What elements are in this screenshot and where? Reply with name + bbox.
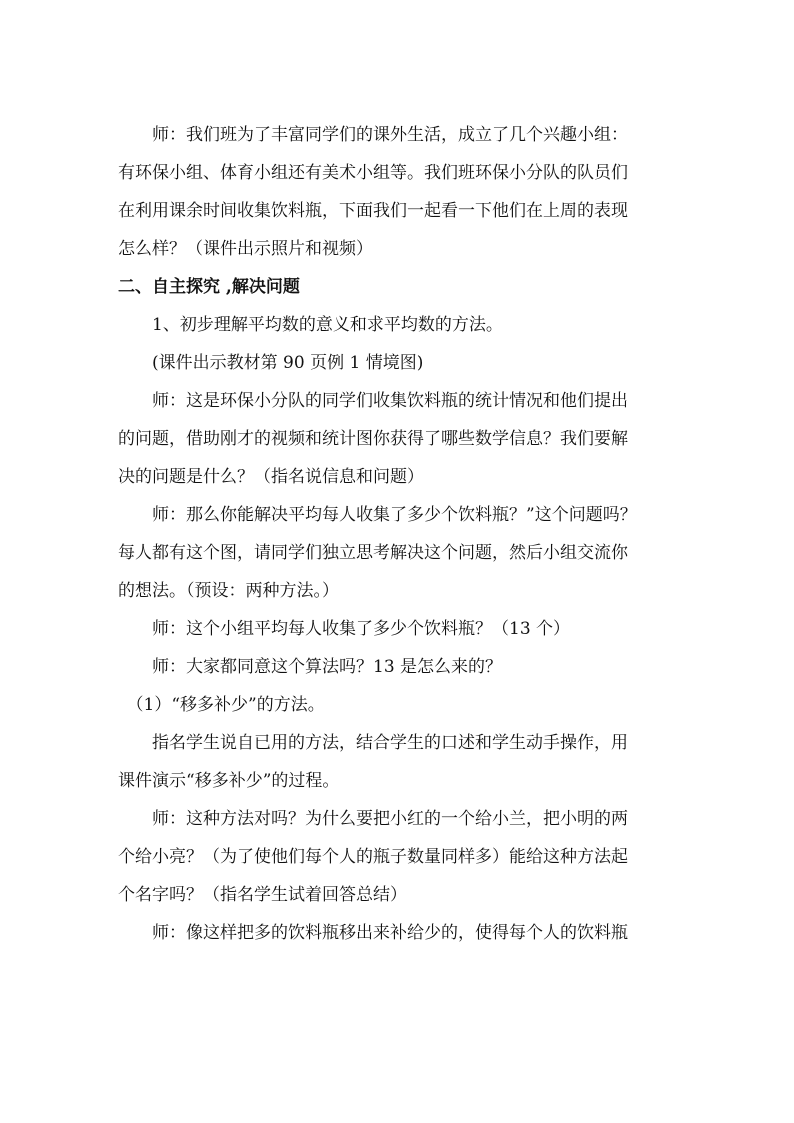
text-line: 课件演示“移多补少”的过程。 <box>118 771 340 791</box>
paragraph-method-1-title <box>118 686 680 724</box>
section-heading <box>118 268 680 306</box>
paragraph-final <box>118 914 680 952</box>
text-line: 1、初步理解平均数的意义和求平均数的方法。 <box>118 315 503 335</box>
text-line: 指名学生说自已用的方法，结合学生的口述和学生动手操作，用 <box>118 733 628 753</box>
text-line: 有环保小组、体育小组还有美术小组等。我们班环保小分队的队员们 <box>118 163 628 183</box>
text-line: 师：像这样把多的饮料瓶移出来补给少的，使得每个人的饮料瓶 <box>118 923 628 943</box>
text-line: 怎么样？（课件出示照片和视频） <box>118 239 373 259</box>
text-line: 决的问题是什么？（指名说信息和问题） <box>118 467 424 487</box>
paragraph-student-method <box>118 724 680 800</box>
text-line: 个给小亮？（为了使他们每个人的瓶子数量同样多）能给这种方法起 <box>118 847 628 867</box>
paragraph-step-1 <box>118 306 680 344</box>
text-line: 个名字吗？（指名学生试着回答总结） <box>118 885 407 905</box>
text-line: 师：这是环保小分队的同学们收集饮料瓶的统计情况和他们提出 <box>118 391 628 411</box>
paragraph-method-check <box>118 800 680 914</box>
paragraph-agree-question <box>118 648 680 686</box>
text-line: 师：这个小组平均每人收集了多少个饮料瓶？（13 个） <box>118 619 571 639</box>
heading-text: 二、自主探究 ,解决问题 <box>118 277 300 297</box>
paragraph-teacher-problem <box>118 496 680 610</box>
paragraph-average-answer <box>118 610 680 648</box>
paragraph-teacher-question <box>118 382 680 496</box>
text-line: 的问题，借助刚才的视频和统计图你获得了哪些数学信息？我们要解 <box>118 429 628 449</box>
paragraph-courseware-note <box>118 344 680 382</box>
text-line: 师：这种方法对吗？为什么要把小红的一个给小兰，把小明的两 <box>118 809 628 829</box>
text-line: (课件出示教材第 90 页例 1 情境图) <box>118 353 424 373</box>
text-line: 师：我们班为了丰富同学们的课外生活，成立了几个兴趣小组： <box>118 125 628 145</box>
text-line: 在利用课余时间收集饮料瓶，下面我们一起看一下他们在上周的表现 <box>118 201 628 221</box>
text-line: （1）“移多补少”的方法。 <box>118 695 325 715</box>
paragraph-intro <box>118 116 680 268</box>
text-line: 师：大家都同意这个算法吗？13 是怎么来的？ <box>118 657 503 677</box>
text-line: 师：那么你能解决平均每人收集了多少个饮料瓶？”这个问题吗？ <box>118 505 637 525</box>
text-line: 的想法。（预设：两种方法。） <box>118 581 339 601</box>
text-line: 每人都有这个图，请同学们独立思考解决这个问题，然后小组交流你 <box>118 543 628 563</box>
